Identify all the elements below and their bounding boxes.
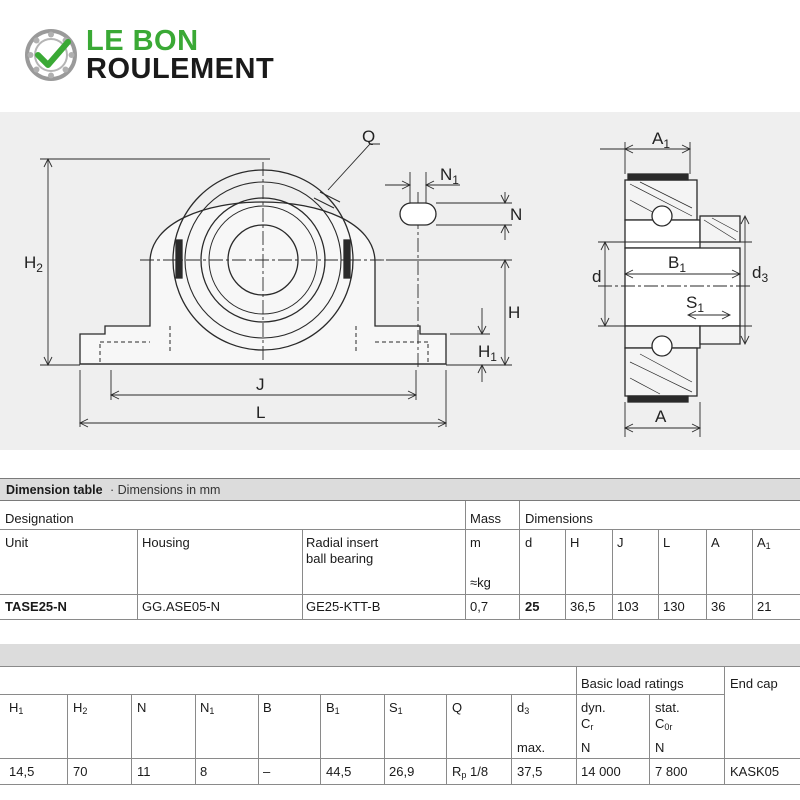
header-N-unit-2: N [655,740,665,755]
header-L: L [663,535,671,550]
header-basic-load: Basic load ratings [581,676,684,691]
technical-drawing [0,112,800,450]
header-B: B [263,700,272,715]
header-end-cap: End cap [730,676,778,691]
label-N1: $N_1$ [440,165,459,187]
header-B1: $B_1$ [326,700,340,716]
header-A: A [711,535,720,550]
label-H1: $H_1$ [478,342,497,364]
row-H: 36,5 [570,599,596,614]
header-max: max. [517,740,546,755]
row-N1: 8 [200,764,208,779]
page-header [0,0,800,112]
header-J: J [617,535,624,550]
row-H2: 70 [73,764,88,779]
header-H: H [570,535,580,550]
row-J: 103 [617,599,639,614]
header-d: d [525,535,533,550]
bearing-check-icon [24,28,78,82]
header-housing: Housing [142,535,190,550]
housing-side-section [625,174,740,402]
row-housing: GG.ASE05-N [142,599,221,614]
dimension-table-1 [0,501,800,621]
drawing-canvas [0,112,800,450]
brand-logo[interactable] [24,26,314,86]
table-subtitle: · Dimensions in mm [110,483,221,497]
row-C0r: 7 800 [655,764,688,779]
row-B: – [263,764,271,779]
header-m: m [470,535,481,550]
label-H2: $H_2$ [24,253,43,275]
label-Q: Q [362,127,376,146]
row-end-cap: KASK05 [730,764,780,779]
header-dimensions: Dimensions [525,511,593,526]
header-N-unit-1: N [581,740,591,755]
row-S1: 26,9 [389,764,415,779]
header-Cr: $C_r$ [581,716,594,732]
label-N: N [510,205,523,224]
row-N: 11 [137,764,151,779]
dimension-table-2 [0,666,800,800]
label-A: A [655,407,667,426]
row-A1: 21 [757,599,772,614]
label-L: L [256,403,266,422]
row-bearing: GE25-KTT-B [306,599,381,614]
label-S1: $S_1$ [686,293,705,315]
header-stat: stat. [655,700,680,715]
header-H2: $H_2$ [73,700,88,716]
table-title-bar [0,478,800,501]
label-d3: $d_3$ [752,263,769,285]
row-Q: $R_p$ 1/8 [452,764,489,780]
row-unit: TASE25-N [5,599,67,614]
label-H: H [508,303,521,322]
header-A1: $A_1$ [757,535,771,551]
header-N: N [137,700,147,715]
row-Cr: 14 000 [581,764,621,779]
header-radial-1: Radial insert [306,535,379,550]
table-2-band [0,644,800,666]
header-unit: Unit [5,535,29,550]
header-d3: $d_3$ [517,700,530,716]
label-B1: $B_1$ [668,253,687,275]
header-Q: Q [452,700,463,715]
header-designation: Designation [5,511,74,526]
header-N1: $N_1$ [200,700,215,716]
row-d: 25 [525,599,540,614]
header-kg: ≈kg [470,575,491,590]
header-radial-2: ball bearing [306,551,374,566]
logo-line-2: ROULEMENT [86,53,275,85]
row-mass: 0,7 [470,599,489,614]
row-L: 130 [663,599,685,614]
header-H1: $H_1$ [9,700,24,716]
header-dyn: dyn. [581,700,606,715]
header-S1: $S_1$ [389,700,403,716]
header-C0r: $C_{0r}$ [655,716,673,732]
table-title: Dimension table [6,483,103,497]
row-B1: 44,5 [326,764,352,779]
label-d: d [592,267,602,286]
header-mass: Mass [470,511,502,526]
row-A: 36 [711,599,726,614]
row-d3: 37,5 [517,764,543,779]
row-H1: 14,5 [9,764,35,779]
label-J: J [256,375,265,394]
label-A1: $A_1$ [652,129,671,151]
logo-line-1: LE BON [86,25,199,57]
